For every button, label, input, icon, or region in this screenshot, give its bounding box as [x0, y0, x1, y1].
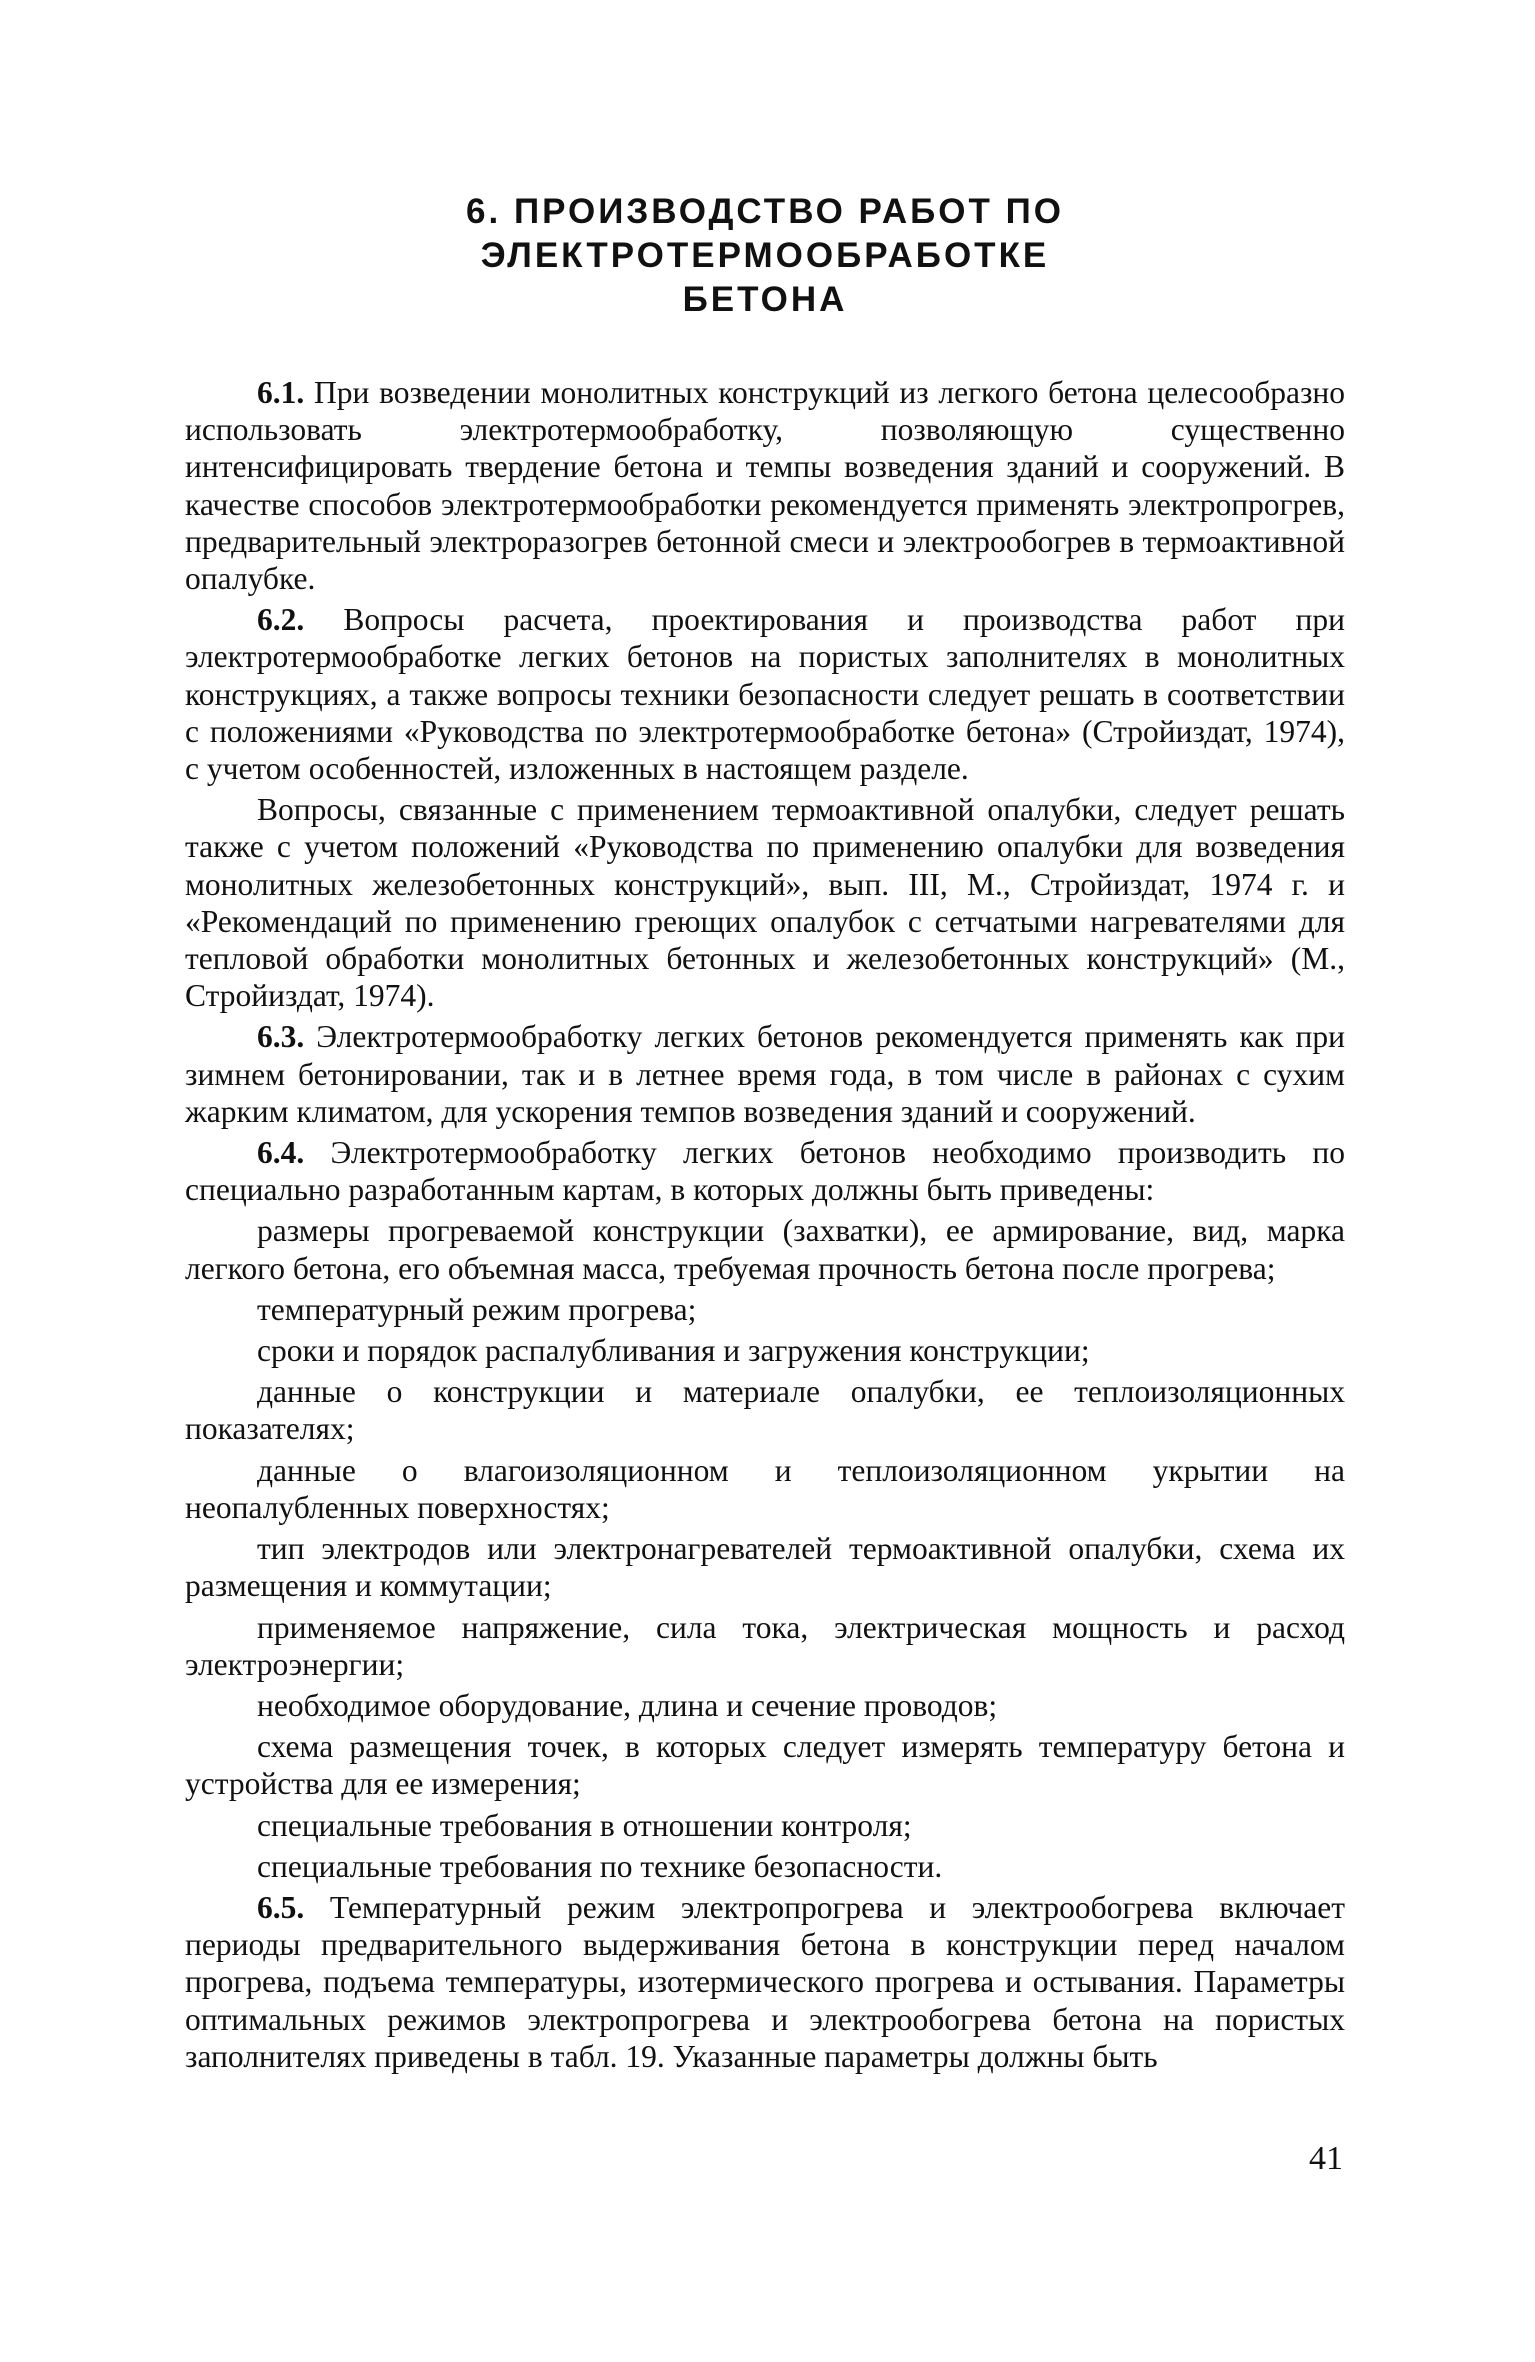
section-heading [185, 190, 1345, 322]
paragraph-text: При возведении монолитных конструкций из легкого бетона целесообразно использовать электротермообработку, позволяющую существенно интенсифицировать твердение бетона и темпы возведения зданий и сооружений. В качестве способов электротермообработки рекомендуется применять электропрогрев, предварительный электроразогрев бетонной смеси и электрообогрев в термоактивной опалубке. [185, 375, 1346, 597]
paragraph-text: Температурный режим электропрогрева и электрообогрева включает периоды предварительного выдерживания бетона в конструкции перед началом прогрева, подъема температуры, изотермического прогрева и остывания. Параметры оптимальных режимов электропрогрева и электрообогрева бетона на пористых заполнителях приведены в табл. 19. Указанные параметры должны быть [185, 1889, 1345, 2074]
paragraph-6-2-continued [185, 791, 1345, 1014]
section-heading-line-2: БЕТОНА [682, 280, 848, 319]
paragraph-number: 6.5. [257, 1889, 305, 1925]
list-item: температурный режим прогрева; [257, 1291, 697, 1327]
list-item: специальные требования по технике безопасности. [257, 1848, 943, 1884]
paragraph-text: Вопросы расчета, проектирования и производства работ при электротермообработке легких бетонов на пористых заполнителях в монолитных конструкциях, а также вопросы техники безопасности следует решать в соответствии с положениями «Руководства по электротермообработке бетона» (Стройиздат, 1974), с учетом особенностей, изложенных в настоящем разделе. [185, 602, 1346, 787]
paragraph-number: 6.4. [257, 1135, 305, 1171]
paragraph-text: Электротермообработку легких бетонов рекомендуется применять как при зимнем бетонировании, так и в летнее время года, в том числе в районах с сухим жарким климатом, для ускорения темпов возведения зданий и сооружений. [185, 1019, 1346, 1129]
paragraph-text: Электротермообработку легких бетонов необходимо производить по специально разработанным картам, в которых должны быть приведены: [185, 1135, 1346, 1208]
paragraph-number: 6.3. [257, 1019, 305, 1055]
list-item: применяемое напряжение, сила тока, электрическая мощность и расход электроэнергии; [185, 1609, 1345, 1682]
paragraph-6-1 [185, 374, 1345, 597]
paragraph-text: Вопросы, связанные с применением термоактивной опалубки, следует решать также с учетом положений «Руководства по применению опалубки для возведения монолитных железобетонных конструкций», вып. III, М., Стройиздат, 1974 г. и «Рекомендаций по применению греющих опалубок с сетчатыми нагревателями для тепловой обработки монолитных бетонных и железобетонных конструкций» (М., Стройиздат, 1974). [185, 792, 1345, 1014]
paragraph-6-5 [185, 1889, 1345, 2075]
paragraph-number: 6.1. [257, 375, 305, 410]
paragraph-6-4 [185, 1134, 1345, 1208]
list-item: тип электродов или электронагревателей термоактивной опалубки, схема их размещения и коммутации; [185, 1531, 1345, 1604]
page-number: 41 [1309, 2140, 1343, 2177]
list-item: схема размещения точек, в которых следует измерять температуру бетона и устройства для ее измерения; [185, 1729, 1345, 1802]
section-heading-line-1: 6. ПРОИЗВОДСТВО РАБОТ ПО ЭЛЕКТРОТЕРМООБРАБОТКЕ [466, 192, 1064, 275]
list-item: специальные требования в отношении контроля; [257, 1807, 912, 1843]
list-item: необходимое оборудование, длина и сечение проводов; [257, 1687, 998, 1723]
list-item: размеры прогреваемой конструкции (захватки), ее армирование, вид, марка легкого бетона, его объемная масса, требуемая прочность бетона после прогрева; [185, 1213, 1345, 1286]
paragraph-6-2 [185, 601, 1345, 787]
list-item: данные о влагоизоляционном и теплоизоляционном укрытии на неопалубленных поверхностях; [185, 1452, 1345, 1525]
list-item: сроки и порядок распалубливания и загружения конструкции; [257, 1333, 1090, 1369]
document-page [185, 190, 1345, 2079]
paragraph-number: 6.2. [257, 602, 305, 638]
paragraph-6-3 [185, 1018, 1345, 1130]
requirements-list [185, 1212, 1345, 1884]
list-item: данные о конструкции и материале опалубки, ее теплоизоляционных показателях; [185, 1374, 1345, 1447]
